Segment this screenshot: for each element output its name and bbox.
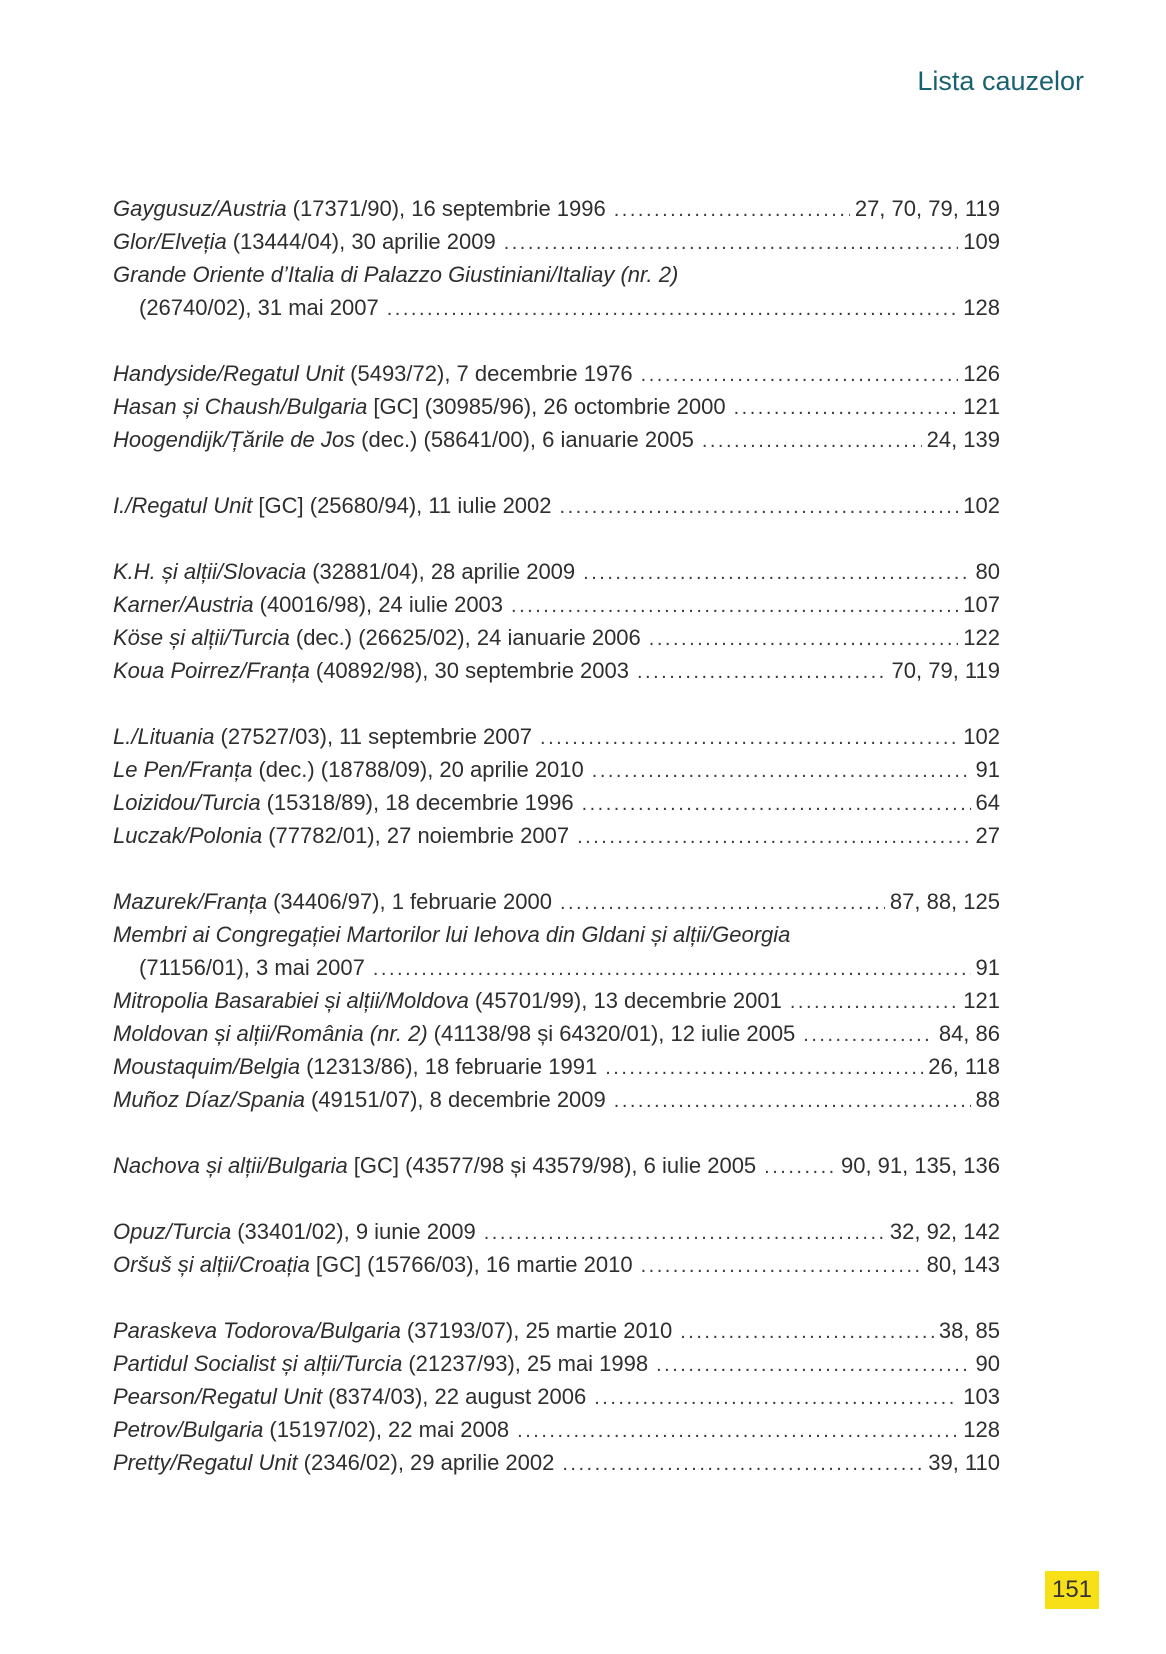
page-refs: 26, 118 (928, 1054, 1000, 1079)
case-detail: (21237/93), 25 mai 1998 (408, 1351, 649, 1376)
case-detail: (5493/72), 7 decembrie 1976 (350, 361, 633, 386)
case-entry (113, 1050, 1000, 1083)
case-name: Partidul Socialist și alții/Turcia (113, 1351, 403, 1376)
case-entry (113, 258, 1000, 291)
page-refs: 70, 79, 119 (891, 658, 1000, 683)
case-group (113, 885, 1000, 1116)
dot-leader (656, 1349, 970, 1382)
case-name: Paraskeva Todorova/Bulgaria (113, 1318, 401, 1343)
page-refs: 121 (963, 394, 1000, 419)
case-detail: (32881/04), 28 aprilie 2009 (312, 559, 576, 584)
dot-leader (803, 1019, 934, 1052)
page-refs: 32, 92, 142 (889, 1219, 1000, 1244)
case-detail: [GC] (25680/94), 11 iulie 2002 (258, 493, 552, 518)
case-detail: (41138/98 și 64320/01), 12 iulie 2005 (433, 1021, 796, 1046)
case-detail: (dec.) (58641/00), 6 ianuarie 2005 (361, 427, 694, 452)
case-entry-continuation (113, 951, 1000, 984)
dot-leader (562, 1448, 923, 1481)
case-entry (113, 1083, 1000, 1116)
case-detail: [GC] (30985/96), 26 octombrie 2000 (373, 394, 726, 419)
page-refs: 102 (963, 493, 1000, 518)
page-refs: 64 (975, 790, 1000, 815)
case-entry (113, 588, 1000, 621)
page-refs: 90, 91, 135, 136 (840, 1153, 1000, 1178)
case-name: Handyside/Regatul Unit (113, 361, 345, 386)
case-detail: (37193/07), 25 martie 2010 (406, 1318, 673, 1343)
case-entry (113, 1215, 1000, 1248)
dot-leader (594, 1382, 958, 1415)
case-detail: (40016/98), 24 iulie 2003 (259, 592, 504, 617)
case-name: Luczak/Polonia (113, 823, 263, 848)
case-name: Loizidou/Turcia (113, 790, 261, 815)
case-list (113, 192, 1000, 1512)
dot-leader (764, 1151, 836, 1184)
case-entry (113, 753, 1000, 786)
case-detail: (15197/02), 22 mai 2008 (269, 1417, 510, 1442)
case-name: Nachova și alții/Bulgaria (113, 1153, 348, 1178)
page-header-title: Lista cauzelor (917, 66, 1084, 96)
dot-leader (373, 953, 971, 986)
page-refs: 109 (963, 229, 1000, 254)
case-entry-continuation (113, 291, 1000, 324)
dot-leader (790, 986, 958, 1019)
case-name: Mitropolia Basarabiei și alții/Moldova (113, 988, 469, 1013)
case-entry (113, 720, 1000, 753)
page-refs: 91 (975, 757, 1000, 782)
case-name: Moldovan și alții/România (nr. 2) (113, 1021, 428, 1046)
dot-leader (583, 557, 970, 590)
case-name: Mazurek/Franța (113, 889, 268, 914)
case-detail: (dec.) (18788/09), 20 aprilie 2010 (258, 757, 584, 782)
case-detail: (49151/07), 8 decembrie 2009 (311, 1087, 606, 1112)
page-refs: 27 (975, 823, 1000, 848)
dot-leader (614, 194, 850, 227)
page-refs: 102 (963, 724, 1000, 749)
dot-leader (649, 623, 959, 656)
case-entry (113, 786, 1000, 819)
case-name: Köse și alții/Turcia (113, 625, 290, 650)
case-entry (113, 357, 1000, 390)
case-entry (113, 1413, 1000, 1446)
dot-leader (582, 788, 971, 821)
case-entry (113, 1347, 1000, 1380)
dot-leader (517, 1415, 958, 1448)
case-detail: (40892/98), 30 septembrie 2003 (315, 658, 629, 683)
case-detail: (15318/89), 18 decembrie 1996 (266, 790, 574, 815)
case-name: Gaygusuz/Austria (113, 196, 287, 221)
case-group (113, 489, 1000, 522)
dot-leader (614, 1085, 971, 1118)
case-detail: (33401/02), 9 iunie 2009 (237, 1219, 476, 1244)
case-detail: (71156/01), 3 mai 2007 (139, 955, 365, 980)
page-refs: 80 (975, 559, 1000, 584)
case-name: Hasan și Chaush/Bulgaria (113, 394, 368, 419)
case-name: K.H. și alții/Slovacia (113, 559, 307, 584)
case-entry (113, 918, 1000, 951)
page-refs: 128 (963, 295, 1000, 320)
case-detail: (17371/90), 16 septembrie 1996 (292, 196, 606, 221)
case-group (113, 1149, 1000, 1182)
case-name: Koua Poirrez/Franța (113, 658, 310, 683)
dot-leader (641, 359, 959, 392)
case-name: Membri ai Congregației Martorilor lui Iehova din Gldani și alții/Georgia (113, 922, 791, 947)
case-detail: (34406/97), 1 februarie 2000 (273, 889, 552, 914)
dot-leader (577, 821, 970, 854)
case-entry (113, 1248, 1000, 1281)
dot-leader (702, 425, 922, 458)
case-detail: (77782/01), 27 noiembrie 2007 (268, 823, 570, 848)
case-entry (113, 192, 1000, 225)
dot-leader (641, 1250, 922, 1283)
case-name: Opuz/Turcia (113, 1219, 232, 1244)
page-refs: 121 (963, 988, 1000, 1013)
case-entry (113, 1149, 1000, 1182)
case-detail: [GC] (15766/03), 16 martie 2010 (315, 1252, 633, 1277)
case-group (113, 1314, 1000, 1479)
case-name: I./Regatul Unit (113, 493, 253, 518)
case-name: Pearson/Regatul Unit (113, 1384, 323, 1409)
case-name: Glor/Elveția (113, 229, 227, 254)
case-entry (113, 984, 1000, 1017)
case-detail: (26740/02), 31 mai 2007 (139, 295, 379, 320)
page-refs: 84, 86 (938, 1021, 1000, 1046)
case-detail: (8374/03), 22 august 2006 (328, 1384, 587, 1409)
page-refs: 91 (975, 955, 1000, 980)
page-number-badge (1045, 1571, 1099, 1609)
page-refs: 122 (963, 625, 1000, 650)
case-entry (113, 654, 1000, 687)
dot-leader (511, 590, 958, 623)
dot-leader (592, 755, 971, 788)
case-entry (113, 885, 1000, 918)
case-name: Hoogendijk/Țările de Jos (113, 427, 356, 452)
case-name: Petrov/Bulgaria (113, 1417, 264, 1442)
case-name: Oršuš și alții/Croația (113, 1252, 310, 1277)
case-entry (113, 1314, 1000, 1347)
case-name: Moustaquim/Belgia (113, 1054, 301, 1079)
case-entry (113, 1017, 1000, 1050)
case-group (113, 1215, 1000, 1281)
dot-leader (560, 491, 959, 524)
dot-leader (605, 1052, 923, 1085)
case-group (113, 720, 1000, 852)
page-refs: 128 (963, 1417, 1000, 1442)
case-detail: [GC] (43577/98 și 43579/98), 6 iulie 2005 (353, 1153, 757, 1178)
case-entry (113, 1446, 1000, 1479)
case-entry (113, 225, 1000, 258)
page-refs: 90 (975, 1351, 1000, 1376)
page-refs: 126 (963, 361, 1000, 386)
case-name: Le Pen/Franța (113, 757, 253, 782)
page-refs: 103 (963, 1384, 1000, 1409)
case-entry (113, 1380, 1000, 1413)
page-number: 151 (1051, 1576, 1093, 1603)
case-detail: (12313/86), 18 februarie 1991 (306, 1054, 598, 1079)
page-refs: 87, 88, 125 (889, 889, 1000, 914)
case-entry (113, 489, 1000, 522)
case-entry (113, 621, 1000, 654)
case-detail: (13444/04), 30 aprilie 2009 (232, 229, 496, 254)
case-name: Muñoz Díaz/Spania (113, 1087, 305, 1112)
case-detail: (2346/02), 29 aprilie 2002 (303, 1450, 555, 1475)
case-entry (113, 390, 1000, 423)
page-refs: 80, 143 (926, 1252, 1000, 1277)
case-name: L./Lituania (113, 724, 215, 749)
case-detail: (45701/99), 13 decembrie 2001 (474, 988, 782, 1013)
case-group (113, 555, 1000, 687)
case-name: Pretty/Regatul Unit (113, 1450, 298, 1475)
case-group (113, 357, 1000, 456)
dot-leader (504, 227, 959, 260)
dot-leader (387, 293, 959, 326)
page-refs: 24, 139 (926, 427, 1000, 452)
case-detail: (dec.) (26625/02), 24 ianuarie 2006 (295, 625, 641, 650)
dot-leader (637, 656, 887, 689)
page-refs: 39, 110 (928, 1450, 1000, 1475)
case-group (113, 192, 1000, 324)
case-detail: (27527/03), 11 septembrie 2007 (220, 724, 533, 749)
case-name: Karner/Austria (113, 592, 254, 617)
page-refs: 38, 85 (938, 1318, 1000, 1343)
case-entry (113, 423, 1000, 456)
dot-leader (540, 722, 958, 755)
dot-leader (484, 1217, 885, 1250)
dot-leader (734, 392, 959, 425)
page-refs: 88 (975, 1087, 1000, 1112)
case-name: Grande Oriente d’Italia di Palazzo Giustiniani/Italiay (nr. 2) (113, 262, 679, 287)
dot-leader (680, 1316, 934, 1349)
page-refs: 107 (963, 592, 1000, 617)
case-entry (113, 819, 1000, 852)
dot-leader (560, 887, 885, 920)
page-refs: 27, 70, 79, 119 (854, 196, 1000, 221)
case-entry (113, 555, 1000, 588)
